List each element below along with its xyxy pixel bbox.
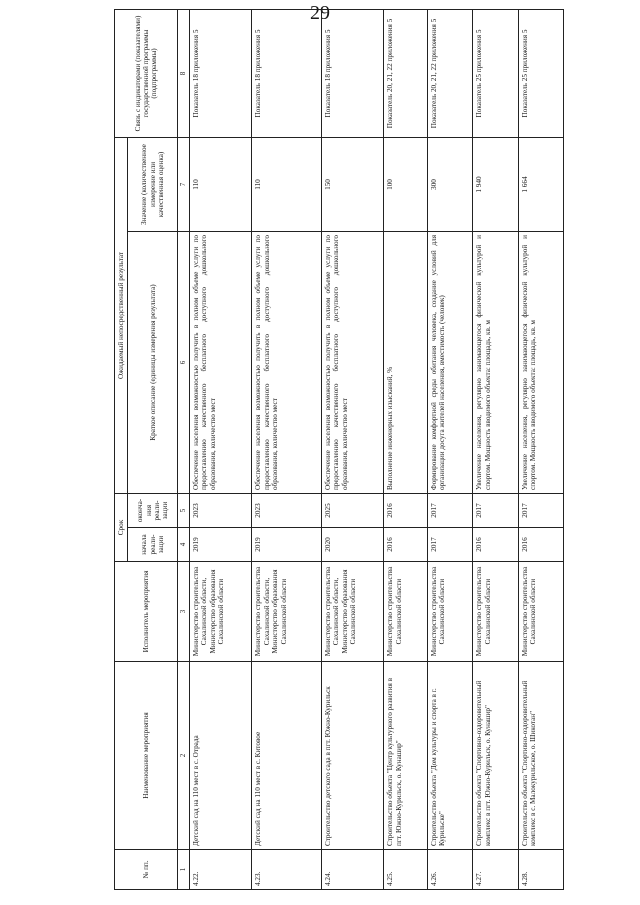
row-num: 4.28. bbox=[518, 850, 563, 890]
column-number-row bbox=[178, 9, 189, 889]
row-start: 2017 bbox=[427, 528, 472, 562]
row-start: 2016 bbox=[384, 528, 427, 562]
col-number: 3 bbox=[178, 562, 189, 662]
row-description: Обеспечение населения возможностью получить в полном объеме услуги по предоставлению качественного бесплатного доступного дошкольного образования, количество мест bbox=[252, 231, 321, 493]
table-row bbox=[252, 9, 321, 889]
row-end: 2016 bbox=[384, 493, 427, 527]
row-name: Строительство объекта "Спортивно-оздоровительный комплекс в пгт. Южно-Курильск, о. Кунашир" bbox=[473, 662, 518, 850]
row-name: Детский сад на 110 мест в с. Китовое bbox=[252, 662, 321, 850]
row-end: 2017 bbox=[518, 493, 563, 527]
row-name: Строительство объекта "Спортивно-оздоровительный комплекс в с. Малокурильское, о. Шикотан" bbox=[518, 662, 563, 850]
row-executor: Министерство строительства Сахалинской области, Министерство образования Сахалинской области bbox=[252, 562, 321, 662]
row-num: 4.23. bbox=[252, 850, 321, 890]
row-num: 4.27. bbox=[473, 850, 518, 890]
row-value: 110 bbox=[189, 137, 252, 231]
col-number: 8 bbox=[178, 9, 189, 137]
row-description: Обеспечение населения возможностью получить в полном объеме услуги по предоставлению качественного бесплатного доступного дошкольного образования, количество мест bbox=[321, 231, 384, 493]
col-number: 2 bbox=[178, 662, 189, 850]
col-number: 7 bbox=[178, 137, 189, 231]
row-end: 2023 bbox=[252, 493, 321, 527]
measures-table bbox=[114, 9, 564, 890]
col-number: 5 bbox=[178, 493, 189, 527]
row-link: Показатель 18 приложения 5 bbox=[252, 9, 321, 137]
header-end: оконча-ния реали-зации bbox=[128, 493, 178, 527]
header-link: Связь с индикаторами (показателями) государственной программы (подпрограммы) bbox=[115, 9, 178, 137]
row-description: Обеспечение населения возможностью получить в полном объеме услуги по предоставлению качественного бесплатного доступного дошкольного образования, количество мест bbox=[189, 231, 252, 493]
row-end: 2025 bbox=[321, 493, 384, 527]
row-name: Строительство детского сада в пгт. Южно-Курильск bbox=[321, 662, 384, 850]
table-row bbox=[427, 9, 472, 889]
row-name: Детский сад на 110 мест в с. Отрада bbox=[189, 662, 252, 850]
header-start: начала реали-зации bbox=[128, 528, 178, 562]
col-number: 1 bbox=[178, 850, 189, 890]
row-executor: Министерство строительства Сахалинской области bbox=[473, 562, 518, 662]
header-executor: Исполнитель мероприятия bbox=[115, 562, 178, 662]
row-value: 1 664 bbox=[518, 137, 563, 231]
row-start: 2020 bbox=[321, 528, 384, 562]
header-result: Ожидаемый непосредственный результат bbox=[115, 137, 128, 493]
row-link: Показатель 25 приложения 5 bbox=[473, 9, 518, 137]
row-value: 150 bbox=[321, 137, 384, 231]
row-description: Увеличение населения, регулярно занимающегося физической культурой и спортом. Мощность вводимого объекта: площадь, кв. м bbox=[518, 231, 563, 493]
row-name: Строительство объекта "Дом культуры и спорта в г. Курильске" bbox=[427, 662, 472, 850]
table-row bbox=[189, 9, 252, 889]
header-name: Наименование мероприятия bbox=[115, 662, 178, 850]
row-link: Показатель 25 приложения 5 bbox=[518, 9, 563, 137]
row-num: 4.25. bbox=[384, 850, 427, 890]
row-value: 110 bbox=[252, 137, 321, 231]
row-num: 4.24. bbox=[321, 850, 384, 890]
header-description: Краткое описание (единицы измерения результата) bbox=[128, 231, 178, 493]
row-link: Показатель 20, 21, 22 приложения 5 bbox=[427, 9, 472, 137]
col-number: 4 bbox=[178, 528, 189, 562]
row-link: Показатель 20, 21, 22 приложения 5 bbox=[384, 9, 427, 137]
row-link: Показатель 18 приложения 5 bbox=[189, 9, 252, 137]
row-value: 100 bbox=[384, 137, 427, 231]
row-end: 2017 bbox=[427, 493, 472, 527]
row-description: Выполнение инженерных изысканий, % bbox=[384, 231, 427, 493]
table-row bbox=[518, 9, 563, 889]
row-executor: Министерство строительства Сахалинской области, Министерство образования Сахалинской области bbox=[321, 562, 384, 662]
row-num: 4.26. bbox=[427, 850, 472, 890]
row-executor: Министерство строительства Сахалинской области bbox=[427, 562, 472, 662]
row-start: 2019 bbox=[252, 528, 321, 562]
table-row bbox=[473, 9, 518, 889]
col-number: 6 bbox=[178, 231, 189, 493]
row-executor: Министерство строительства Сахалинской области bbox=[518, 562, 563, 662]
row-link: Показатель 18 приложения 5 bbox=[321, 9, 384, 137]
row-value: 1 940 bbox=[473, 137, 518, 231]
row-name: Строительство объекта "Центр культурного развития в пгт. Южно-Курильск, о. Кунашир" bbox=[384, 662, 427, 850]
row-start: 2019 bbox=[189, 528, 252, 562]
row-start: 2016 bbox=[518, 528, 563, 562]
header-term: Срок bbox=[115, 493, 128, 561]
row-executor: Министерство строительства Сахалинской области bbox=[384, 562, 427, 662]
header-value: Значение (количественное измерение или качественная оценка) bbox=[128, 137, 178, 231]
row-num: 4.22. bbox=[189, 850, 252, 890]
table-row bbox=[384, 9, 427, 889]
table-row bbox=[321, 9, 384, 889]
row-start: 2016 bbox=[473, 528, 518, 562]
row-end: 2023 bbox=[189, 493, 252, 527]
row-description: Формирование комфортной среды обитания человека, создание условий для организации досуга жителей населения, вместимость (человек) bbox=[427, 231, 472, 493]
page-number: 29 bbox=[310, 2, 330, 24]
header-num: № пп. bbox=[115, 850, 178, 890]
row-description: Увеличение населения, регулярно занимающегося физической культурой и спортом. Мощность вводимого объекта: площадь, кв. м bbox=[473, 231, 518, 493]
row-executor: Министерство строительства Сахалинской области, Министерство образования Сахалинской области bbox=[189, 562, 252, 662]
rotated-table-wrapper bbox=[114, 10, 564, 890]
row-end: 2017 bbox=[473, 493, 518, 527]
row-value: 300 bbox=[427, 137, 472, 231]
